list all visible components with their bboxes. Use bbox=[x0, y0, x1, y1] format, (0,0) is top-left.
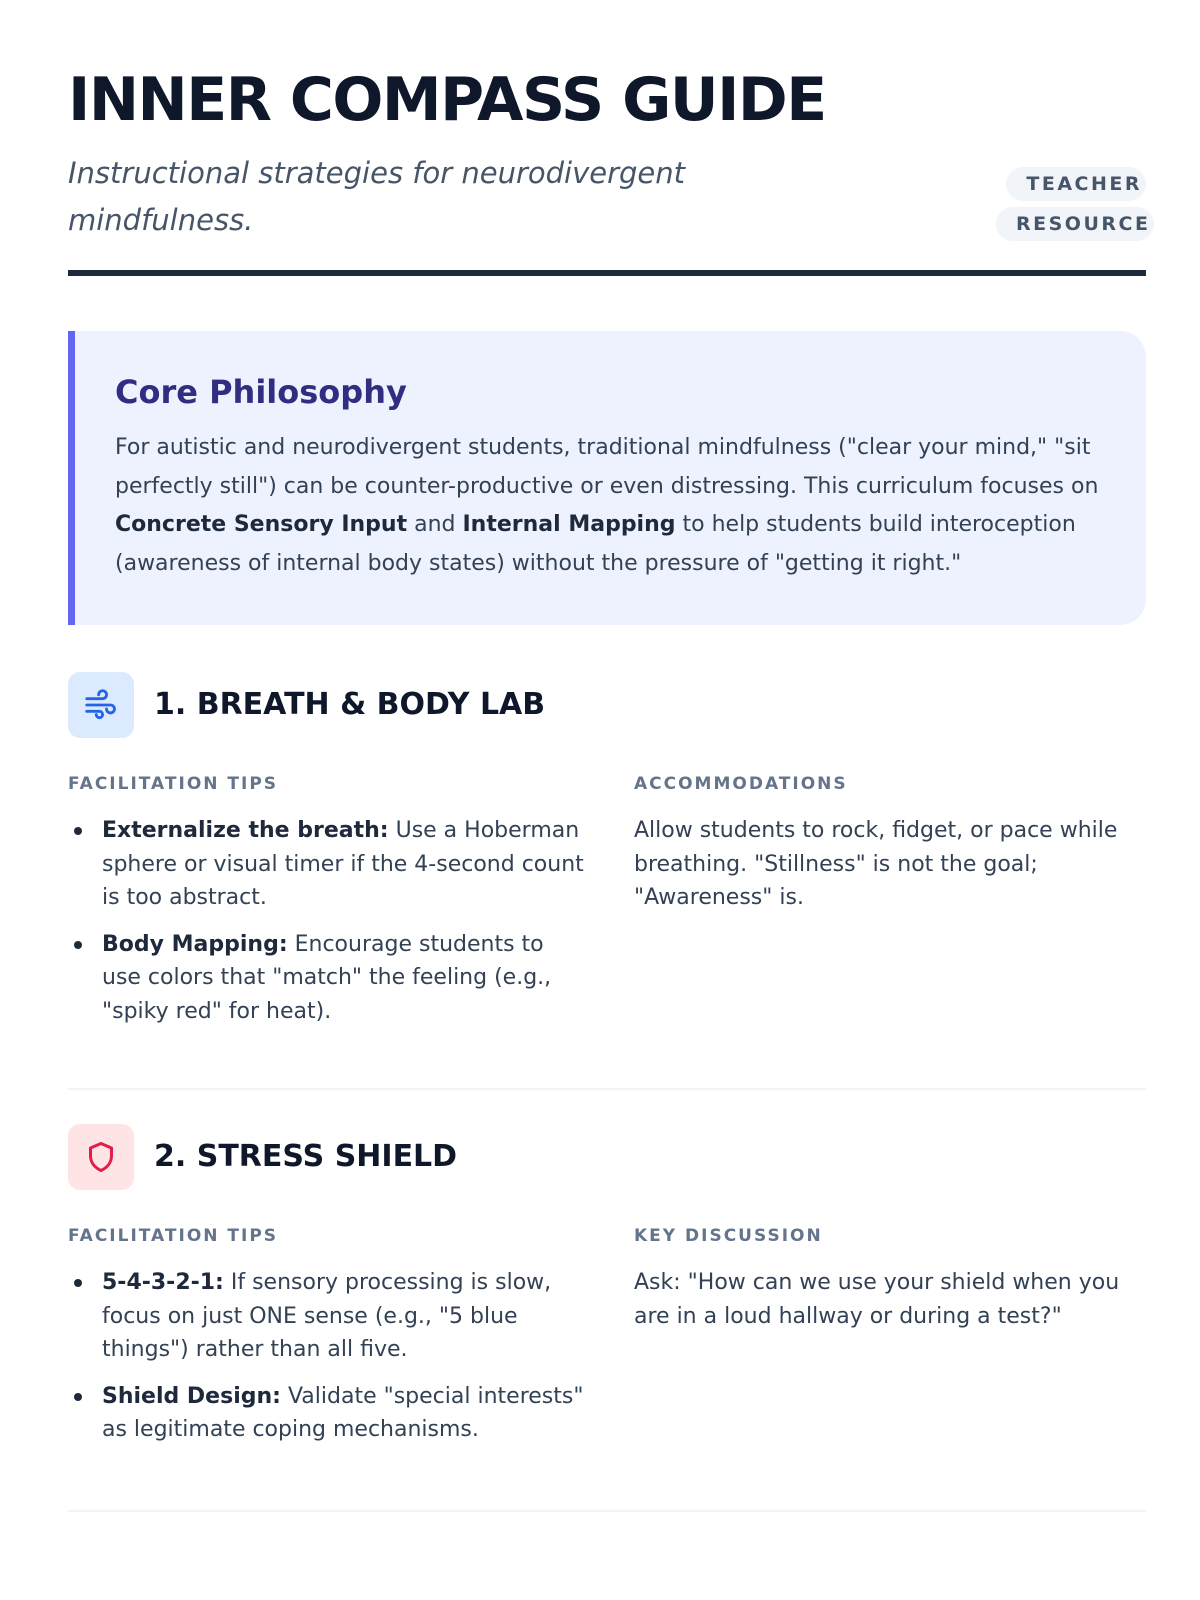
key-discussion-label: KEY DISCUSSION bbox=[634, 1226, 823, 1246]
section-stress-shield bbox=[68, 1124, 1146, 1514]
key-discussion-text: Ask: "How can we use your shield when you are in a loud hallway or during a test?" bbox=[634, 1270, 1120, 1329]
guide-page bbox=[68, 0, 1151, 1600]
resource-badge bbox=[996, 164, 1151, 244]
tip-term: Externalize the breath: bbox=[102, 818, 389, 843]
section-breath-body-lab bbox=[68, 672, 1146, 1062]
philosophy-text-part: and bbox=[407, 512, 463, 537]
facilitation-tips-list bbox=[68, 1266, 588, 1460]
wind-icon bbox=[68, 672, 134, 738]
page-title: INNER COMPASS GUIDE bbox=[68, 65, 826, 135]
section-title: 1. BREATH & BODY LAB bbox=[154, 687, 546, 722]
list-item bbox=[68, 1380, 588, 1447]
tip-text: If sensory processing is slow, focus on just ONE sense (e.g., "5 blue things") rather than all five. bbox=[102, 1270, 552, 1362]
section-title: 2. STRESS SHIELD bbox=[154, 1139, 458, 1174]
philosophy-bold-term: Concrete Sensory Input bbox=[115, 512, 408, 537]
philosophy-heading: Core Philosophy bbox=[115, 373, 407, 411]
tip-text: Encourage students to use colors that "match" the feeling (e.g., "spiky red" for heat). bbox=[102, 931, 552, 1024]
header-rule bbox=[68, 270, 1146, 276]
section-header bbox=[68, 1124, 768, 1190]
facilitation-tips-list bbox=[68, 814, 588, 1041]
list-item bbox=[68, 814, 588, 915]
tip-text: Validate "special interests" as legitimate coping mechanisms. bbox=[102, 1383, 584, 1442]
section-header bbox=[68, 672, 768, 738]
facilitation-tips-label: FACILITATION TIPS bbox=[68, 774, 279, 794]
section-divider bbox=[68, 1088, 1146, 1090]
facilitation-tips-label: FACILITATION TIPS bbox=[68, 1226, 279, 1246]
tip-term: Shield Design: bbox=[102, 1383, 281, 1409]
philosophy-bold-term: Internal Mapping bbox=[462, 512, 676, 537]
list-item bbox=[68, 928, 588, 1029]
core-philosophy-callout bbox=[68, 331, 1146, 625]
philosophy-text-part: to help students build interoception (awareness of internal body states) without the pressure of "getting it right." bbox=[115, 512, 1076, 576]
accommodations-label: ACCOMMODATIONS bbox=[634, 774, 848, 794]
shield-icon bbox=[68, 1124, 134, 1190]
resource-badge-label: TEACHER RESOURCE bbox=[996, 167, 1154, 241]
tip-text: Use a Hoberman sphere or visual timer if the 4-second count is too abstract. bbox=[102, 818, 584, 910]
list-item bbox=[68, 1266, 588, 1367]
tip-term: Body Mapping: bbox=[102, 931, 288, 957]
tip-term: 5-4-3-2-1: bbox=[102, 1270, 224, 1295]
philosophy-text bbox=[115, 429, 1106, 583]
section-divider bbox=[68, 1510, 1146, 1512]
page-subtitle: Instructional strategies for neurodivergent mindfulness. bbox=[68, 156, 686, 237]
philosophy-text-part: For autistic and neurodivergent students, traditional mindfulness ("clear your mind," "sit perfectly still") can be counter-productive or even distressing. This curriculum focuses on bbox=[115, 435, 1099, 499]
accommodations-text: Allow students to rock, fidget, or pace while breathing. "Stillness" is not the goal; "Awareness" is. bbox=[634, 818, 1118, 910]
